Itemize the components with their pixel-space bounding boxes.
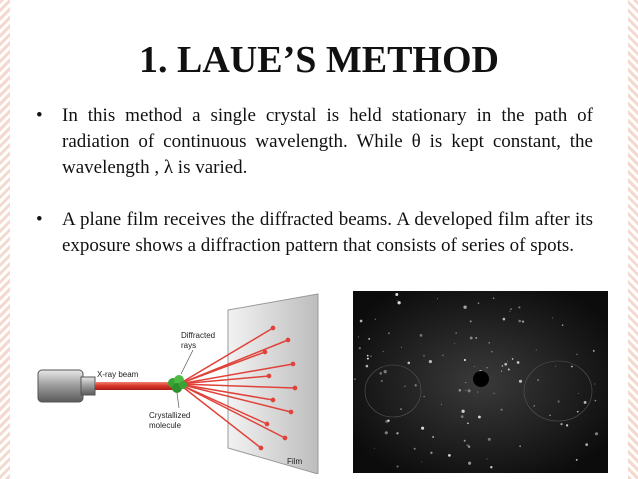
diffraction-spot	[423, 355, 425, 357]
diffraction-spot	[360, 320, 363, 323]
diffraction-spot	[420, 334, 423, 337]
diffraction-spot	[383, 351, 384, 352]
diffraction-spot	[424, 396, 425, 397]
ray-spot	[286, 338, 289, 341]
diffraction-spot	[595, 432, 598, 435]
diffraction-spot	[518, 320, 521, 323]
diffraction-spot	[388, 332, 390, 334]
diffraction-spot	[464, 440, 466, 442]
diffraction-pattern-photo	[353, 291, 608, 473]
ray-spot	[267, 374, 270, 377]
diffraction-spot	[366, 365, 369, 368]
diffraction-spot	[552, 317, 553, 318]
ray-spot	[283, 436, 286, 439]
diffraction-spot	[401, 347, 402, 348]
diffraction-spot	[509, 311, 510, 312]
diffraction-spot	[501, 371, 502, 372]
diffraction-spot	[519, 380, 522, 383]
diffraction-spot	[395, 293, 398, 296]
diffraction-spot	[367, 358, 369, 360]
diffraction-spot	[465, 390, 466, 391]
bullet-text-1: In this method a single crystal is held stationary in the path of radiation of continuous wavelength. While θ is kept constant, the wavelength , λ is varied.	[62, 105, 593, 178]
diffraction-spot	[467, 422, 469, 424]
diffraction-spot	[358, 336, 359, 337]
diffraction-spot	[459, 389, 462, 392]
diffraction-spot	[441, 404, 442, 405]
diffraction-spot	[454, 343, 455, 344]
diffraction-spot	[442, 355, 443, 356]
diffraction-spot	[432, 436, 434, 438]
bullet-marker-2: •	[36, 209, 43, 230]
diffraction-spot	[359, 347, 361, 349]
diffraction-spot	[510, 308, 512, 310]
diffraction-spot	[470, 337, 473, 340]
diffraction-spot	[584, 401, 587, 404]
diffraction-spot	[396, 432, 398, 434]
diffraction-spot	[477, 392, 478, 393]
diffraction-spot	[533, 405, 535, 407]
diffraction-spot	[555, 366, 556, 367]
ray-spot	[291, 362, 294, 365]
diffraction-spot	[463, 306, 466, 309]
ray-spot	[271, 398, 274, 401]
diffraction-spot	[519, 446, 520, 447]
diffraction-spot	[379, 372, 382, 375]
diffraction-spot	[397, 301, 400, 304]
diffraction-spot	[367, 355, 369, 357]
diffraction-spot	[503, 318, 506, 321]
diffraction-spot	[475, 337, 477, 339]
diffraction-spot	[576, 459, 578, 461]
diffraction-spot	[404, 385, 406, 387]
diffraction-spot	[522, 320, 524, 322]
diffraction-spot	[408, 362, 411, 365]
diffraction-spot	[560, 423, 562, 425]
bullet-marker-1: •	[36, 105, 43, 126]
ray-spot	[259, 446, 262, 449]
diffraction-spot	[397, 300, 398, 301]
diffraction-spot	[576, 354, 577, 355]
diffraction-spot	[549, 415, 550, 416]
diffraction-spot	[384, 370, 387, 373]
diffraction-spot	[507, 361, 508, 362]
diffraction-spot	[465, 382, 466, 383]
label-xray-beam: X-ray beam	[97, 370, 139, 379]
diffraction-spot	[501, 409, 503, 411]
ray-spot	[265, 422, 268, 425]
beam-stop	[473, 371, 489, 387]
diffraction-spot	[468, 446, 470, 448]
diffraction-spot	[374, 448, 375, 449]
diffraction-spot	[468, 462, 471, 465]
slide-title: 1. LAUE’S METHOD	[139, 39, 499, 81]
ray-spot	[293, 386, 296, 389]
diffraction-spot	[354, 378, 356, 380]
label-diffracted-2: rays	[181, 341, 197, 350]
diffraction-spot	[491, 351, 492, 352]
diffraction-spot	[429, 360, 432, 363]
diffraction-spot	[512, 358, 514, 360]
diffraction-spot	[595, 400, 597, 402]
diffraction-spot	[474, 366, 475, 367]
ray-spot	[271, 326, 274, 329]
diffraction-spot	[493, 297, 495, 299]
diffraction-spot	[488, 342, 490, 344]
ray-spot	[263, 350, 266, 353]
diffraction-spot	[577, 411, 579, 413]
diffraction-spot	[387, 420, 389, 422]
diffraction-spot	[421, 427, 424, 430]
diffraction-spot	[490, 466, 492, 468]
diffraction-spot	[566, 424, 568, 426]
diffraction-spot	[517, 361, 520, 364]
diffraction-spot	[594, 384, 595, 385]
label-crystal-2: molecule	[149, 421, 182, 430]
diffraction-spot	[488, 438, 491, 441]
diffraction-spot	[585, 443, 588, 446]
xray-beam	[95, 382, 173, 390]
diffraction-spot	[508, 369, 510, 371]
diffraction-spot	[430, 452, 432, 454]
diffraction-spot	[421, 461, 422, 462]
bullet-text-2: A plane film receives the diffracted beams. A developed film after its exposure shows a diffraction pattern that consists of series of spots.	[62, 209, 593, 256]
label-diffracted-1: Diffracted	[181, 331, 216, 340]
diffraction-spot	[478, 302, 480, 304]
diffraction-spot	[571, 366, 573, 368]
diffraction-spot	[368, 338, 370, 340]
diffraction-spot	[461, 410, 464, 413]
diffraction-spot	[537, 379, 538, 380]
diffraction-spot	[470, 320, 472, 322]
laue-diagram	[33, 288, 343, 474]
diffraction-spot	[502, 365, 504, 367]
diffraction-spot	[385, 431, 388, 434]
diffraction-spot	[558, 400, 560, 402]
diffraction-spot	[468, 389, 471, 392]
diffraction-spot	[562, 324, 564, 326]
film-plate	[228, 294, 318, 474]
diffraction-spot	[593, 350, 595, 352]
diffraction-spot	[461, 415, 464, 418]
diffraction-spot	[486, 367, 487, 368]
diffraction-spot	[414, 448, 416, 450]
xray-tube	[38, 370, 95, 402]
crystal-molecule	[168, 375, 187, 393]
diffraction-spot	[400, 408, 401, 409]
diffraction-spot	[397, 466, 399, 468]
diffraction-spot	[504, 363, 507, 366]
label-film: Film	[287, 457, 303, 466]
diffraction-spot	[381, 380, 383, 382]
diffraction-spot	[375, 319, 376, 320]
diffraction-spot	[478, 416, 481, 419]
diffraction-spot	[578, 393, 579, 394]
diffraction-spot	[464, 359, 466, 361]
diffraction-spot	[494, 393, 495, 394]
ray-spot	[289, 410, 292, 413]
label-crystal-1: Crystallized	[149, 411, 191, 420]
diffraction-spot	[536, 350, 537, 351]
diffraction-spot	[467, 444, 469, 446]
diffraction-spot	[518, 306, 520, 308]
diffraction-spot	[415, 384, 417, 386]
diffraction-spot	[448, 454, 451, 457]
diffraction-spot	[455, 332, 457, 334]
diffraction-spot	[370, 356, 371, 357]
diffraction-spot	[486, 458, 487, 459]
diffraction-spot	[437, 298, 438, 299]
